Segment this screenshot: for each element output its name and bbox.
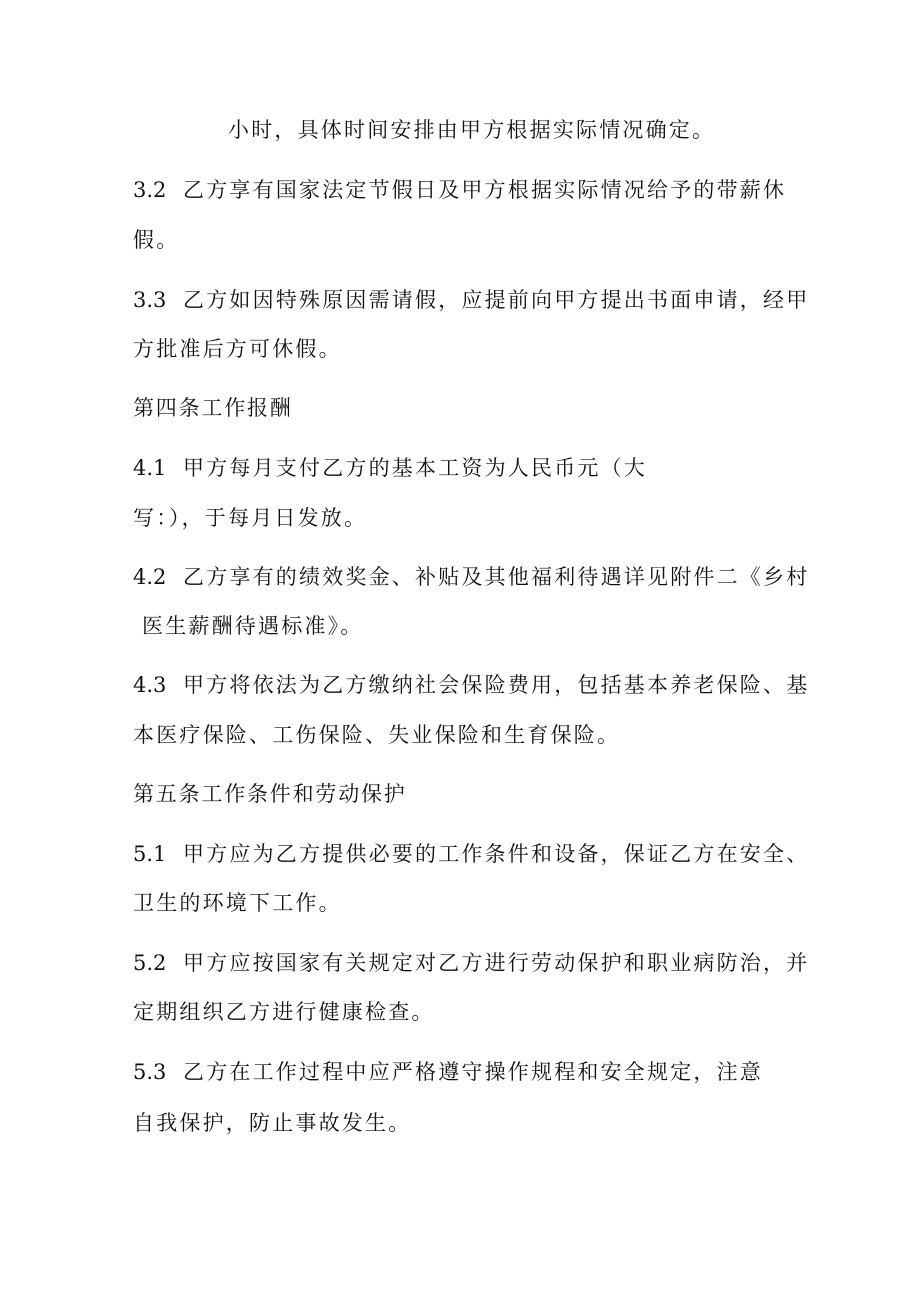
- clause-number: 4.3: [133, 673, 167, 697]
- heading-text: 第五条工作条件和劳动保护: [133, 782, 407, 806]
- clause-number: 5.3: [133, 1060, 167, 1084]
- clause-5-1-continuation: [133, 888, 342, 918]
- line-text: 方批准后方可休假。: [133, 337, 342, 361]
- clause-number: 5.2: [133, 951, 167, 975]
- clause-number: 4.1: [133, 456, 167, 480]
- line-text: 乙方在工作过程中应严格遵守操作规程和安全规定，注意: [183, 1060, 763, 1084]
- line-text: 小时，具体时间安排由甲方根据实际情况确定。: [228, 118, 716, 142]
- clause-4-1: [133, 453, 647, 483]
- line-text: 自我保护，防止事故发生。: [133, 1111, 412, 1135]
- line-text: 假。: [133, 228, 180, 252]
- clause-5-2: [133, 948, 809, 978]
- line-text: 乙方享有国家法定节假日及甲方根据实际情况给予的带薪休: [183, 178, 787, 202]
- line-text: 本医疗保险、工伤保险、失业保险和生育保险。: [133, 723, 621, 747]
- clause-number: 3.2: [133, 178, 167, 202]
- article-4-heading: [133, 393, 293, 423]
- line-text: 卫生的环境下工作。: [133, 891, 342, 915]
- clause-3-3-continuation: [133, 334, 342, 364]
- clause-5-2-continuation: [133, 997, 435, 1027]
- clause-4-2-continuation: [142, 611, 364, 641]
- clause-number: 3.3: [133, 288, 167, 312]
- line-text: 定期组织乙方进行健康检查。: [133, 1000, 435, 1024]
- clause-5-3: [133, 1057, 763, 1087]
- clause-5-1: [133, 839, 809, 869]
- heading-text: 第四条工作报酬: [133, 396, 293, 420]
- clause-4-3: [133, 670, 809, 700]
- clause-number: 5.1: [133, 842, 167, 866]
- line-text: 甲方应为乙方提供必要的工作条件和设备，保证乙方在安全、: [183, 842, 810, 866]
- line-text: 乙方如因特殊原因需请假，应提前向甲方提出书面申请，经甲: [183, 288, 810, 312]
- line-text: 写：），于每月日发放。: [133, 506, 368, 530]
- line-text: 甲方应按国家有关规定对乙方进行劳动保护和职业病防治，并: [183, 951, 810, 975]
- clause-3-2: [133, 175, 786, 205]
- article-5-heading: [133, 779, 407, 809]
- clause-4-1-continuation: [133, 503, 367, 533]
- line-text: 医生薪酬待遇标准》。: [142, 614, 364, 638]
- paragraph-line-3-1-continuation: [228, 115, 715, 145]
- clause-4-2: [133, 562, 809, 592]
- clause-number: 4.2: [133, 565, 167, 589]
- clause-5-3-continuation: [133, 1108, 411, 1138]
- clause-3-3: [133, 285, 809, 315]
- clause-3-2-continuation: [133, 225, 179, 255]
- line-text: 甲方每月支付乙方的基本工资为人民币元（大: [183, 456, 647, 480]
- clause-4-3-continuation: [133, 720, 620, 750]
- line-text: 乙方享有的绩效奖金、补贴及其他福利待遇详见附件二《乡村: [183, 565, 810, 589]
- line-text: 甲方将依法为乙方缴纳社会保险费用，包括基本养老保险、基: [183, 673, 810, 697]
